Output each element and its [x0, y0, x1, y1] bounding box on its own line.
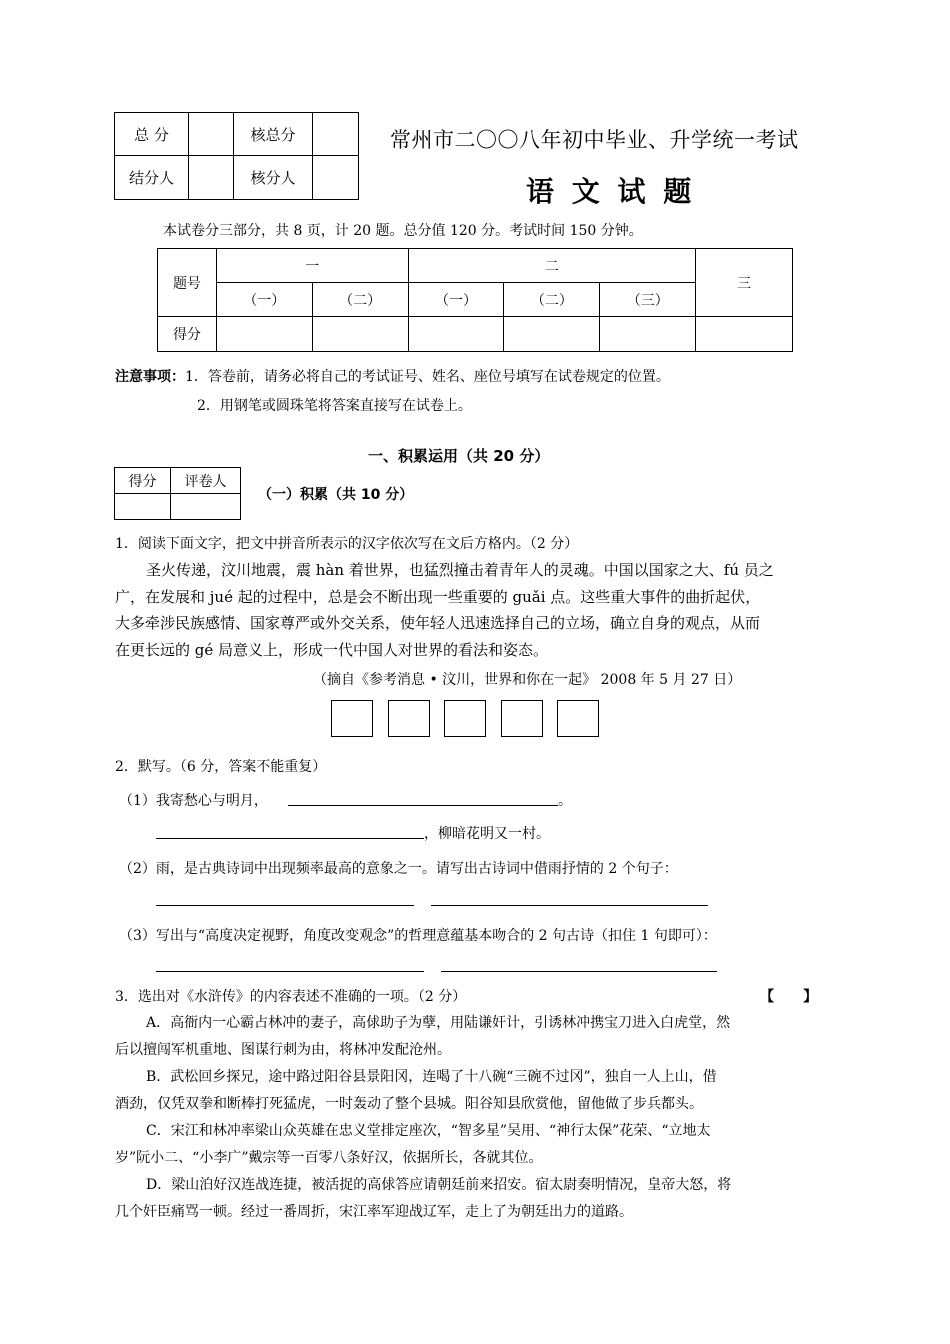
q3-option-b: B．武松回乡探兄，途中路过阳谷县景阳冈，连喝了十八碗“三碗不过冈”，独自一人上山，借 — [146, 1069, 717, 1085]
sub-header: （一） — [408, 283, 504, 317]
sub-header: （二） — [312, 283, 408, 317]
notes-item-2: 2．用钢笔或圆珠笔将答案直接写在试卷上。 — [197, 398, 472, 414]
scorer-cell[interactable] — [189, 156, 234, 200]
q2-p1-prompt: （1）我寄愁心与明月， — [119, 793, 268, 809]
notes — [115, 366, 670, 386]
check-total-cell[interactable] — [313, 113, 359, 156]
answer-box[interactable] — [501, 700, 543, 737]
q3-option-a: A．高衙内一心霸占林冲的妻子，高俅助子为孽，用陆谦奸计，引诱林冲携宝刀进入白虎堂，然 — [146, 1015, 731, 1031]
row-label-score: 得分 — [158, 317, 217, 352]
total-label: 总 分 — [115, 113, 189, 156]
q2-p3-blank-b[interactable] — [441, 971, 717, 972]
q2-p1-blank-b[interactable] — [156, 838, 424, 839]
score-cell[interactable] — [696, 317, 793, 352]
total-cell[interactable] — [189, 113, 234, 156]
q1-passage-line: 大多牵涉民族感情、国家尊严或外交关系，使年轻人迅速选择自己的立场，确立自身的观点，从而 — [115, 614, 761, 632]
q3-option-a-cont: 后以擅闯军机重地、图谋行刺为由，将林冲发配沧州。 — [115, 1042, 451, 1058]
q3-answer-bracket[interactable]: 【 】 — [760, 989, 818, 1005]
score-table — [157, 248, 793, 352]
q2-p2-prompt: （2）雨，是古典诗词中出现频率最高的意象之一。请写出古诗词中借雨抒情的 2 个句子： — [119, 861, 678, 877]
q3-option-c-cont: 岁”阮小二、“小李广”戴宗等一百零八条好汉，依据所长，各就其位。 — [115, 1150, 543, 1166]
score-cell[interactable] — [408, 317, 504, 352]
subject-title: 语 文 试 题 — [526, 175, 696, 208]
subsection-title: （一）积累（共 10 分） — [258, 487, 414, 503]
answer-box[interactable] — [331, 700, 373, 737]
q3-option-c: C．宋江和林冲率梁山众英雄在忠义堂排定座次，“智多星”吴用、“神行太保”花荣、“立地太 — [146, 1123, 711, 1139]
part1-header: 一 — [216, 249, 408, 283]
q2-p1-end: 。 — [558, 793, 572, 809]
grader-score-cell[interactable] — [115, 494, 171, 520]
sub-header: （二） — [504, 283, 600, 317]
q3-stem: 3．选出对《水浒传》的内容表述不准确的一项。（2 分） — [115, 989, 467, 1005]
exam-intro: 本试卷分三部分，共 8 页，计 20 题。总分值 120 分。考试时间 150 分钟。 — [163, 223, 643, 239]
q2-p1-blank-a[interactable] — [288, 805, 558, 806]
sub-header: （三） — [600, 283, 696, 317]
q2-p3-blank-a[interactable] — [156, 971, 424, 972]
section1-title: 一、积累运用（共 20 分） — [368, 447, 550, 465]
notes-label: 注意事项： — [115, 369, 185, 385]
q2-p2-blank-b[interactable] — [431, 905, 708, 906]
grader-score-label: 得分 — [115, 468, 171, 494]
part2-header: 二 — [408, 249, 696, 283]
checker-cell[interactable] — [313, 156, 359, 200]
sub-header: （一） — [216, 283, 312, 317]
q2-p3-prompt: （3）写出与“高度决定视野，角度改变观念”的哲理意蕴基本吻合的 2 句古诗（扣住 1 句即可）： — [119, 928, 717, 944]
q3-option-b-cont: 酒劲，仅凭双拳和断棒打死猛虎，一时轰动了整个县城。阳谷知县欣赏他，留他做了步兵都头。 — [115, 1096, 703, 1112]
score-cell[interactable] — [504, 317, 600, 352]
answer-box[interactable] — [388, 700, 430, 737]
answer-box[interactable] — [557, 700, 599, 737]
score-cell[interactable] — [312, 317, 408, 352]
q1-source: （摘自《参考消息 • 汶川，世界和你在一起》 2008 年 5 月 27 日） — [313, 672, 742, 688]
q2-p2-blank-a[interactable] — [156, 905, 414, 906]
part3-header: 三 — [696, 249, 793, 317]
grader-person-cell[interactable] — [171, 494, 241, 520]
q2-stem: 2．默写。（6 分，答案不能重复） — [115, 759, 327, 775]
grader-table — [114, 467, 241, 520]
score-cell[interactable] — [600, 317, 696, 352]
answer-box[interactable] — [444, 700, 486, 737]
exam-title: 常州市二〇〇八年初中毕业、升学统一考试 — [390, 128, 799, 152]
q1-stem: 1．阅读下面文字，把文中拼音所表示的汉字依次写在文后方格内。（2 分） — [115, 536, 579, 552]
row-label-num: 题号 — [158, 249, 217, 317]
notes-item-1: 1．答卷前，请务必将自己的考试证号、姓名、座位号填写在试卷规定的位置。 — [185, 369, 670, 385]
q2-p1-tail: ，柳暗花明又一村。 — [424, 826, 550, 842]
q1-passage-line: 广，在发展和 jué 起的过程中，总是会不断出现一些重要的 guǎi 点。这些重大事件的曲折起伏， — [115, 588, 761, 606]
q1-passage-line: 在更长远的 gé 局意义上，形成一代中国人对世界的看法和姿态。 — [115, 641, 549, 659]
q3-option-d: D．梁山泊好汉连战连捷，被活捉的高俅答应请朝廷前来招安。宿太尉奏明情况，皇帝大怒，将 — [146, 1177, 732, 1193]
top-score-table — [114, 112, 359, 200]
grader-person-label: 评卷人 — [171, 468, 241, 494]
q3-option-d-cont: 几个奸臣痛骂一顿。经过一番周折，宋江率军迎战辽军，走上了为朝廷出力的道路。 — [115, 1204, 633, 1220]
checker-label: 核分人 — [234, 156, 313, 200]
check-total-label: 核总分 — [234, 113, 313, 156]
score-cell[interactable] — [216, 317, 312, 352]
scorer-label: 结分人 — [115, 156, 189, 200]
q1-passage-line: 圣火传递，汶川地震，震 hàn 着世界，也猛烈撞击着青年人的灵魂。中国以国家之大、fú 员之 — [146, 561, 774, 579]
